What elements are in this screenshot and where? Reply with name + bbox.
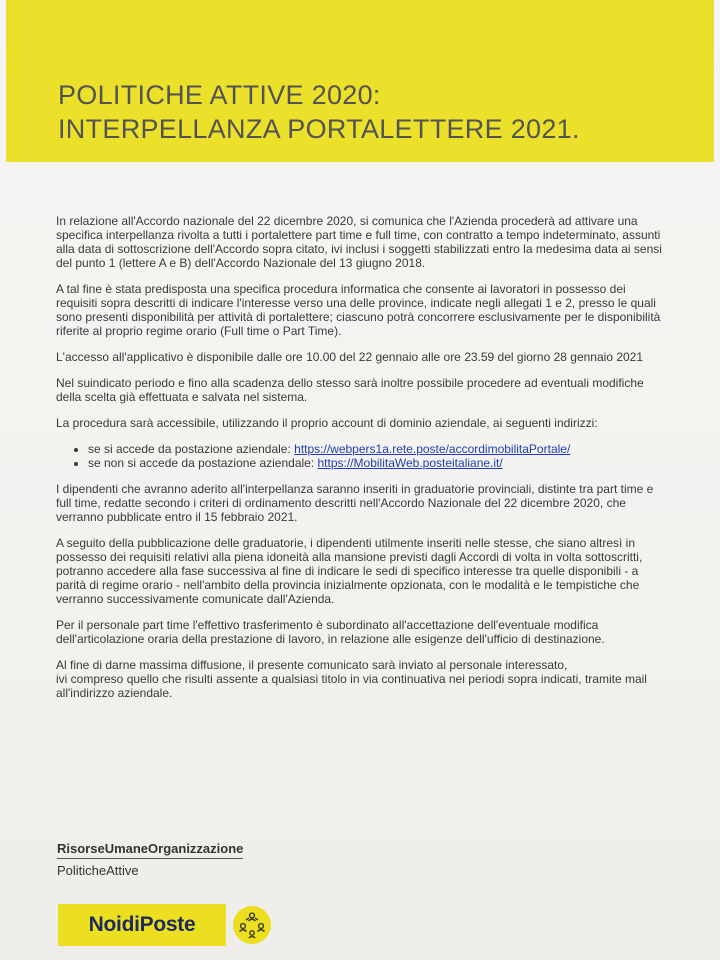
list-item [88, 456, 668, 470]
paragraph-accesso: L'accesso all'applicativo è disponibile dalle ore 10.00 del 22 gennaio alle ore 23.59 del giorno 28 gennaio 2021 [56, 350, 644, 364]
page-title [58, 78, 580, 146]
signature-org: RisorseUmaneOrganizzazione [57, 840, 243, 859]
logo-text: NoidiPoste [88, 913, 196, 936]
paragraph-diffusione: Al fine di darne massima diffusione, il presente comunicato sarà inviato al personale interessato, ivi compreso quello che risulti assente a qualsiasi titolo in via continuativa nei periodi sopra indicati, tramite mail all'indirizzo aziendale. [56, 658, 647, 700]
address-list [56, 442, 668, 470]
paragraph-accordo: In relazione all'Accordo nazionale del 22 dicembre 2020, si comunica che l'Azienda procederà ad attivare una specifica interpellanza rivolta a tutti i portalettere part time e full time, con contratto a tempo indeterminato, assunti alla data di sottoscrizione dell'Accordo sopra citato, ivi inclusi i soggetti stabilizzati entro la medesima data ai sensi del punto 1 (lettere A e B) dell'Accordo Nazionale del 13 giugno 2018. [56, 214, 662, 270]
page-title-line-1: POLITICHE ATTIVE 2020: [58, 80, 381, 110]
signature-dept: PoliticheAttive [57, 863, 139, 878]
signature-block [57, 840, 243, 879]
paragraph-indirizzi: La procedura sarà accessibile, utilizzando il proprio account di dominio aziendale, ai seguenti indirizzi: [56, 416, 598, 430]
paragraph-procedura: A tal fine è stata predisposta una specifica procedura informatica che consente ai lavoratori in possesso dei requisiti sopra descritti di indicare l'interesse verso una delle province, indicate negli allegati 1 e 2, presso le quali sono presenti disponibilità per attività di portalettere; ciascuno potrà concorrere esclusivamente per le disponibilità riferite al proprio regime orario (Full time o Part Time). [56, 282, 661, 338]
link-portale-aziendale[interactable]: https://webpers1a.rete.poste/accordimobilitaPortale/ [294, 442, 571, 456]
paragraph-periodo: Nel suindicato periodo e fino alla scadenza dello stesso sarà inoltre possibile procedere ad eventuali modifiche della scelta già effettuata e salvata nel sistema. [56, 376, 644, 404]
people-network-icon [232, 905, 272, 945]
header-banner [6, 0, 714, 162]
bullet-text-aziendale: se si accede da postazione aziendale: [88, 442, 295, 456]
document-body [56, 214, 668, 712]
paragraph-part-time: Per il personale part time l'effettivo trasferimento è subordinato all'accettazione dell'eventuale modifica dell'articolazione oraria della prestazione di lavoro, in relazione alle esigenze dell'ufficio di destinazione. [56, 618, 605, 646]
paragraph-fase-successiva: A seguito della pubblicazione delle graduatorie, i dipendenti utilmente inseriti nelle stesse, che siano altresì in possesso dei requisiti relativi alla piena idoneità alla mansione previsti dagli Accordi di volta in volta sottoscritti, potranno accedere alla fase successiva al fine di indicare le sedi di specifico interesse tra quelle disponibili - a parità di regime orario - nell'ambito della provincia inizialmente opzionata, con le modalità e le tempistiche che verranno successivamente comunicate dall'Azienda. [56, 536, 643, 606]
noidiposte-logo [58, 904, 226, 946]
bullet-text-esterna: se non si accede da postazione aziendale: [88, 456, 318, 470]
list-item [88, 442, 668, 456]
page-title-line-2: INTERPELLANZA PORTALETTERE 2021. [58, 114, 580, 144]
link-mobilita-web[interactable]: https://MobilitaWeb.posteitaliane.it/ [317, 456, 503, 470]
paragraph-graduatorie: I dipendenti che avranno aderito all'interpellanza saranno inseriti in graduatorie provinciali, distinte tra part time e full time, redatte secondo i criteri di ordinamento descritti nell'Accordo Nazionale del 22 dicembre 2020, che verranno pubblicate entro il 15 febbraio 2021. [56, 482, 654, 524]
